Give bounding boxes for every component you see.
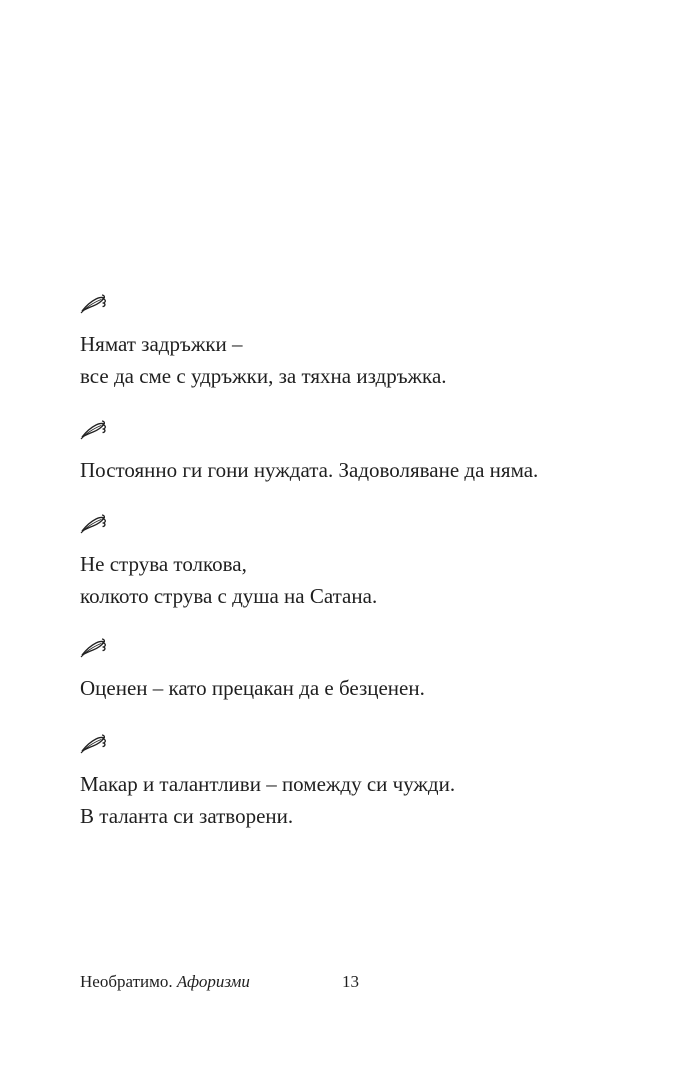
- aphorism-line: Не струва толкова,: [80, 552, 247, 576]
- quill-pen-icon: [80, 732, 110, 754]
- quill-pen-icon: [80, 636, 110, 658]
- page-number: 13: [342, 972, 359, 991]
- aphorism-line: Постоянно ги гони нуждата. Задоволяване да няма.: [80, 458, 539, 482]
- aphorism-4: [80, 636, 640, 704]
- quill-pen-icon: [80, 512, 110, 534]
- aphorism-line: Оценен – като прецакан да е безценен.: [80, 676, 425, 700]
- aphorism-1: [80, 292, 640, 392]
- book-title: Необратимо.: [80, 972, 173, 991]
- aphorism-5: [80, 732, 640, 832]
- aphorism-2: [80, 418, 640, 486]
- aphorism-line: все да сме с удръжки, за тяхна издръжка.: [80, 364, 447, 388]
- aphorism-line: Нямат задръжки –: [80, 332, 243, 356]
- book-subtitle: Афоризми: [176, 972, 250, 991]
- aphorism-line: колкото струва с душа на Сатана.: [80, 584, 378, 608]
- aphorism-line: В таланта си затворени.: [80, 804, 294, 828]
- quill-pen-icon: [80, 418, 110, 440]
- running-footer: [80, 970, 250, 994]
- aphorism-line: Макар и талантливи – помежду си чужди.: [80, 772, 456, 796]
- aphorism-3: [80, 512, 640, 612]
- quill-pen-icon: [80, 292, 110, 314]
